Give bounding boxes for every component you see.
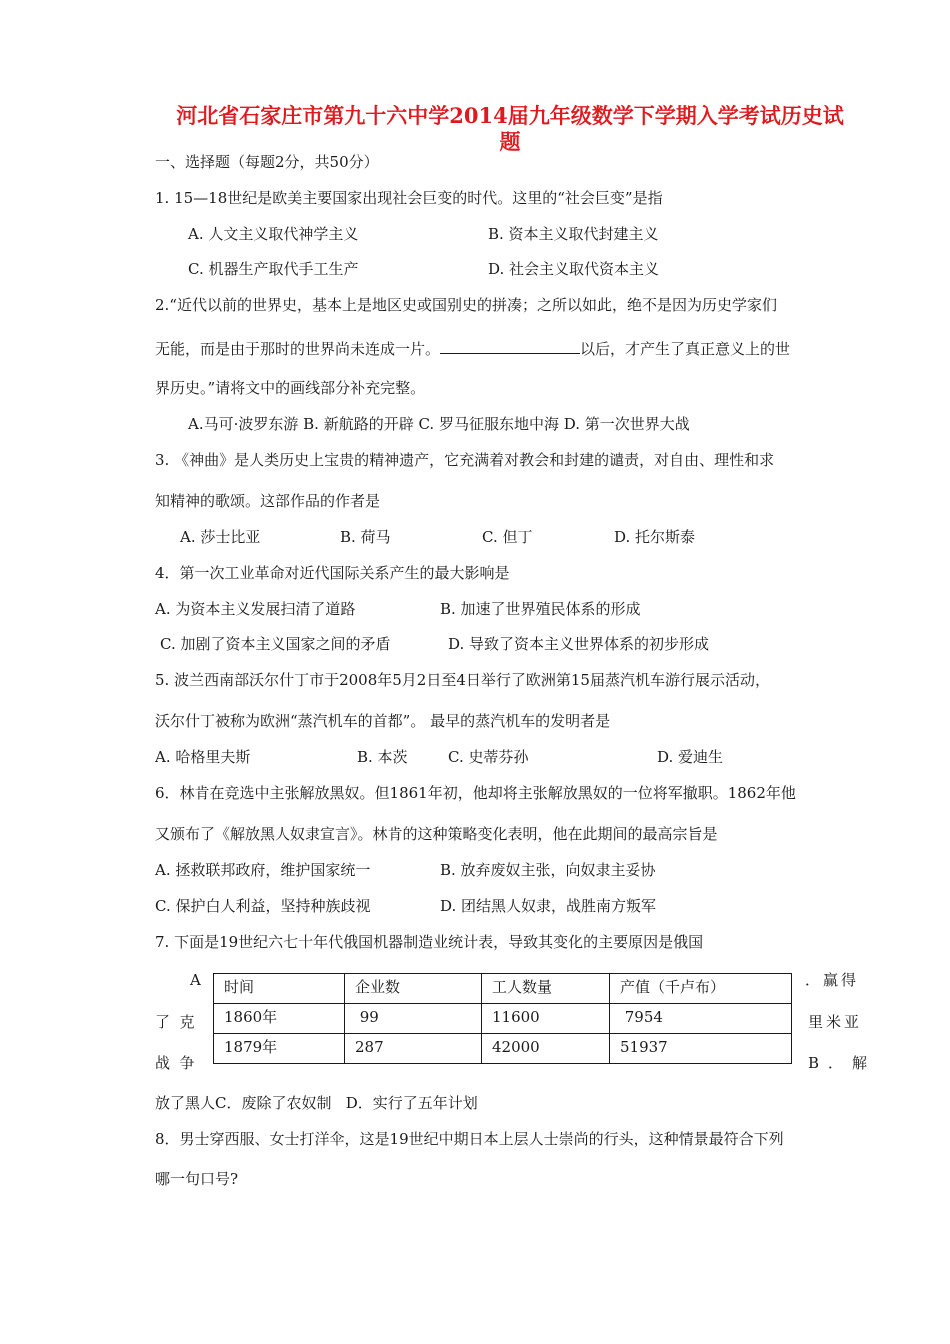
question-2-options: A.马可·波罗东游 B. 新航路的开辟 C. 罗马征服东地中海 D. 第一次世界大战 (188, 415, 690, 433)
question-6-option-b: B. 放弃废奴主张，向奴隶主妥协 (440, 861, 656, 879)
table-cell: 51937 (610, 1034, 792, 1064)
question-3-option-c: C. 但丁 (482, 528, 533, 546)
question-7-options-tail: 放了黑人C．废除了农奴制 D．实行了五年计划 (155, 1094, 478, 1112)
table-header-cell: 产值（千卢布） (610, 974, 792, 1004)
question-6-option-a: A. 拯救联邦政府，维护国家统一 (155, 861, 371, 879)
table-cell: 1879年 (214, 1034, 345, 1064)
fill-in-blank (440, 339, 580, 354)
section-heading: 一、选择题（每题2分，共50分） (155, 153, 379, 171)
table-header-row (214, 974, 792, 1004)
question-7-stem: 7. 下面是19世纪六七十年代俄国机器制造业统计表，导致其变化的主要原因是俄国 (155, 933, 704, 951)
table-header-cell: 工人数量 (482, 974, 610, 1004)
question-4-option-c: C. 加剧了资本主义国家之间的矛盾 (160, 635, 391, 653)
question-6-line1: 6．林肯在竞选中主张解放黑奴。但1861年初，他却将主张解放黑奴的一位将军撤职。1862年他 (155, 784, 796, 802)
question-4-option-b: B. 加速了世界殖民体系的形成 (440, 600, 641, 618)
question-3-line2: 知精神的歌颂。这部作品的作者是 (155, 492, 381, 510)
question-5-option-d: D. 爱迪生 (657, 748, 724, 766)
question-7-right-text-1: ．赢得 (805, 971, 860, 989)
table-cell: 287 (345, 1034, 482, 1064)
question-7-right-text-3: B．解 (808, 1054, 877, 1072)
question-7-left-text-2: 了 克 (155, 1013, 195, 1031)
question-5-line1: 5. 波兰西南部沃尔什丁市于2008年5月2日至4日举行了欧洲第15届蒸汽机车游行展示活动， (155, 671, 770, 689)
question-1-stem: 1. 15—18世纪是欧美主要国家出现社会巨变的时代。这里的“社会巨变”是指 (155, 189, 663, 207)
table-cell: 11600 (482, 1004, 610, 1034)
table-cell: 1860年 (214, 1004, 345, 1034)
question-3-option-b: B. 荷马 (340, 528, 391, 546)
question-5-option-b: B. 本茨 (357, 748, 408, 766)
table-cell: 42000 (482, 1034, 610, 1064)
question-3-line1: 3. 《神曲》是人类历史上宝贵的精神遗产，它充满着对教会和封建的谴责，对自由、理性和求 (155, 451, 775, 469)
question-4-option-d: D. 导致了资本主义世界体系的初步形成 (448, 635, 710, 653)
table-cell: 7954 (610, 1004, 792, 1034)
question-3-option-d: D. 托尔斯泰 (614, 528, 696, 546)
question-8-line1: 8．男士穿西服、女士打洋伞，这是19世纪中期日本上层人士崇尚的行头，这种情景最符合下列 (155, 1130, 784, 1148)
table-header-cell: 时间 (214, 974, 345, 1004)
document-title-line1: 河北省石家庄市第九十六中学2014届九年级数学下学期入学考试历史试 (176, 103, 844, 128)
question-2-line1: 2.“近代以前的世界史，基本上是地区史或国别史的拼凑；之所以如此，绝不是因为历史学家们 (155, 296, 777, 314)
question-2-line2-before: 无能，而是由于那时的世界尚未连成一片。 (155, 340, 441, 358)
question-2-line2-after: 以后，才产生了真正意义上的世 (580, 340, 791, 358)
question-2-line3: 界历史。”请将文中的画线部分补充完整。 (155, 379, 426, 397)
question-2-line2 (155, 339, 790, 359)
question-4-option-a: A. 为资本主义发展扫清了道路 (155, 600, 356, 618)
question-7-right-text-2: 里米亚 (808, 1013, 863, 1031)
question-1-option-d: D. 社会主义取代资本主义 (488, 260, 660, 278)
question-5-option-c: C. 史蒂芬孙 (448, 748, 529, 766)
question-1-option-c: C. 机器生产取代手工生产 (188, 260, 359, 278)
question-6-option-c: C. 保护白人利益，坚持种族歧视 (155, 897, 371, 915)
question-3-option-a: A. 莎士比亚 (180, 528, 261, 546)
table-cell: 99 (345, 1004, 482, 1034)
question-5-line2: 沃尔什丁被称为欧洲“蒸汽机车的首都”。 最早的蒸汽机车的发明者是 (155, 712, 611, 730)
question-5-option-a: A. 哈格里夫斯 (155, 748, 251, 766)
question-1-option-b: B. 资本主义取代封建主义 (488, 225, 659, 243)
document-title-line2: 题 (499, 129, 521, 154)
question-6-option-d: D. 团结黑人奴隶，战胜南方叛军 (440, 897, 657, 915)
question-7-left-text-3: 战 争 (155, 1054, 195, 1072)
question-4-stem: 4．第一次工业革命对近代国际关系产生的最大影响是 (155, 564, 510, 582)
table-row (214, 1034, 792, 1064)
question-8-line2: 哪一句口号? (155, 1170, 239, 1188)
question-1-option-a: A. 人文主义取代神学主义 (188, 225, 359, 243)
table-header-cell: 企业数 (345, 974, 482, 1004)
table-row (214, 1004, 792, 1034)
question-7-left-text-1: A (190, 971, 201, 989)
statistics-table (213, 973, 792, 1064)
question-6-line2: 又颁布了《解放黑人奴隶宣言》。林肯的这种策略变化表明，他在此期间的最高宗旨是 (155, 825, 718, 843)
